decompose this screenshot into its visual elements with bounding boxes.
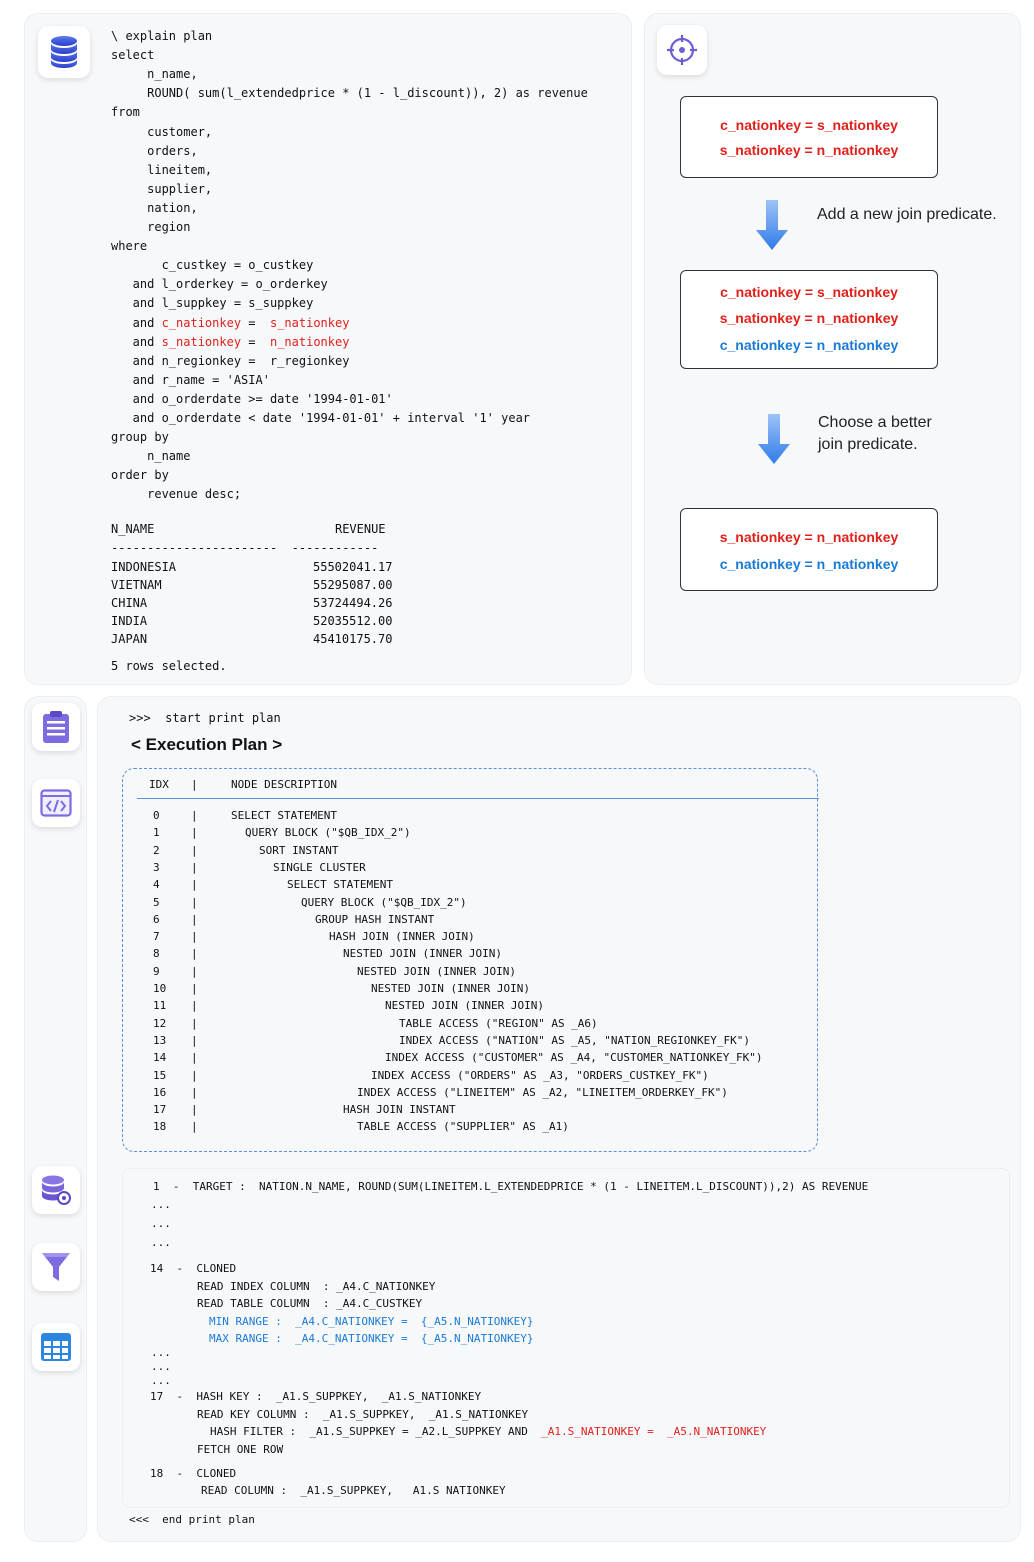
header-idx: IDX bbox=[149, 778, 169, 791]
sql-line: revenue desc; bbox=[111, 487, 242, 502]
target-line-18a: READ COLUMN : _A1.S_SUPPKEY, A1.S NATIONKEY bbox=[201, 1484, 506, 1497]
plan-idx: 14 bbox=[153, 1051, 167, 1065]
sql-line: and o_orderdate >= date '1994-01-01' bbox=[111, 391, 393, 406]
target-line-14b: READ TABLE COLUMN : _A4.C_CUSTKEY bbox=[197, 1297, 423, 1310]
sql-line: group by bbox=[111, 430, 169, 445]
step-choose-predicate bbox=[818, 412, 932, 456]
plan-node-description: NESTED JOIN (INNER JOIN) bbox=[343, 947, 502, 961]
plan-node-description: QUERY BLOCK ("$QB_IDX_2") bbox=[245, 826, 411, 840]
join-column-right: n_nationkey bbox=[269, 334, 350, 349]
target-line-17b bbox=[210, 1425, 766, 1438]
plan-idx: 16 bbox=[153, 1085, 167, 1099]
target-line-18: 18 - CLONED bbox=[150, 1467, 237, 1480]
plan-node-description: NESTED JOIN (INNER JOIN) bbox=[357, 964, 516, 978]
operator: = bbox=[241, 334, 270, 349]
predicate-2: s_nationkey = n_nationkey bbox=[719, 142, 899, 158]
sql-line: n_name, bbox=[111, 67, 198, 82]
plan-sep: | bbox=[191, 1033, 198, 1047]
join-column-left: c_nationkey bbox=[161, 315, 242, 330]
sql-keyword: and bbox=[111, 315, 162, 330]
crosshair-icon bbox=[666, 34, 698, 66]
plan-node-description: SINGLE CLUSTER bbox=[273, 860, 366, 874]
predicate-3: c_nationkey = n_nationkey bbox=[719, 337, 899, 353]
sql-line-highlight bbox=[111, 316, 349, 330]
target-line-14c: MIN RANGE : _A4.C_NATIONKEY = {_A5.N_NATIONKEY} bbox=[209, 1315, 534, 1328]
plan-sep: | bbox=[191, 982, 198, 995]
plan-node-description: HASH JOIN INSTANT bbox=[343, 1103, 456, 1117]
down-arrow-icon bbox=[756, 414, 792, 466]
table-icon-box[interactable] bbox=[32, 1323, 80, 1371]
ellipsis: ... bbox=[151, 1198, 171, 1211]
plan-sep: | bbox=[191, 964, 198, 978]
filter-icon bbox=[41, 1251, 71, 1283]
predicate-1: s_nationkey = n_nationkey bbox=[719, 529, 899, 545]
plan-sep: | bbox=[191, 1085, 198, 1099]
sql-line: orders, bbox=[111, 143, 198, 158]
plan-node-description: INDEX ACCESS ("CUSTOMER" AS _A4, "CUSTOMER_NATIONKEY_FK") bbox=[385, 1051, 763, 1065]
step-add-predicate: Add a new join predicate. bbox=[817, 206, 997, 223]
plan-idx: 7 bbox=[153, 930, 160, 944]
table-icon bbox=[40, 1332, 72, 1362]
predicate-2: c_nationkey = n_nationkey bbox=[719, 556, 899, 572]
result-nation: JAPAN bbox=[111, 632, 148, 646]
plan-idx: 1 bbox=[153, 826, 160, 840]
plan-end: <<< end print plan bbox=[129, 1513, 255, 1526]
plan-title: < Execution Plan > bbox=[131, 735, 283, 754]
ellipsis: ... bbox=[151, 1217, 171, 1230]
result-nation: VIETNAM bbox=[111, 578, 162, 592]
sql-line: order by bbox=[111, 468, 169, 483]
target-line-17c: FETCH ONE ROW bbox=[197, 1443, 284, 1456]
sql-line: from bbox=[111, 105, 140, 120]
target-line-14a: READ INDEX COLUMN : _A4.C_NATIONKEY bbox=[197, 1280, 436, 1293]
predicate-card-added bbox=[680, 270, 938, 369]
sql-line: \ explain plan bbox=[111, 29, 213, 43]
ellipsis: ... bbox=[151, 1236, 171, 1249]
header-sep: | bbox=[191, 778, 198, 791]
clipboard-icon-box[interactable] bbox=[32, 703, 80, 751]
plan-node-description: HASH JOIN (INNER JOIN) bbox=[329, 930, 475, 944]
plan-idx: 12 bbox=[153, 1016, 167, 1030]
code-window-icon bbox=[40, 789, 72, 817]
plan-sep: | bbox=[191, 1068, 198, 1082]
target-details bbox=[122, 1168, 1010, 1508]
sql-keyword: and bbox=[111, 334, 162, 349]
plan-node-description: NESTED JOIN (INNER JOIN) bbox=[385, 999, 544, 1013]
predicate-1: c_nationkey = s_nationkey bbox=[720, 284, 898, 300]
plan-idx: 13 bbox=[153, 1033, 167, 1047]
sql-line: supplier, bbox=[111, 181, 213, 196]
plan-node-description: SELECT STATEMENT bbox=[287, 878, 393, 892]
operator: = bbox=[241, 315, 270, 330]
plan-node-description: INDEX ACCESS ("NATION" AS _A5, "NATION_REGIONKEY_FK") bbox=[399, 1033, 750, 1047]
plan-idx: 0 bbox=[153, 809, 160, 822]
plan-node-description: INDEX ACCESS ("LINEITEM" AS _A2, "LINEITEM_ORDERKEY_FK") bbox=[357, 1085, 728, 1099]
plan-sep: | bbox=[191, 895, 198, 909]
sql-query bbox=[111, 29, 621, 509]
database-icon-box[interactable] bbox=[38, 26, 90, 78]
predicate-card-chosen bbox=[680, 508, 938, 591]
target-line-14: 14 - CLONED bbox=[150, 1262, 237, 1275]
clipboard-icon bbox=[41, 710, 71, 744]
sql-line: and r_name = 'ASIA' bbox=[111, 372, 270, 387]
sql-line: lineitem, bbox=[111, 162, 213, 177]
target-line-1: 1 - TARGET : NATION.N_NAME, ROUND(SUM(LINEITEM.L_EXTENDEDPRICE * (1 - LINEITEM.L_DISCOUNT)),2) AS REVENUE bbox=[153, 1180, 869, 1193]
plan-sep: | bbox=[191, 1016, 198, 1030]
result-nation: CHINA bbox=[111, 596, 148, 610]
plan-start: >>> start print plan bbox=[129, 711, 281, 725]
plan-node-description: TABLE ACCESS ("SUPPLIER" AS _A1) bbox=[357, 1120, 569, 1134]
plan-sep: | bbox=[191, 860, 198, 874]
ellipsis: ... bbox=[151, 1346, 171, 1359]
plan-sep: | bbox=[191, 930, 198, 944]
predicate-2: s_nationkey = n_nationkey bbox=[719, 310, 899, 326]
sql-line: where bbox=[111, 239, 148, 254]
plan-idx: 3 bbox=[153, 860, 160, 874]
plan-sep: | bbox=[191, 1051, 198, 1065]
ellipsis: ... bbox=[151, 1374, 171, 1387]
result-footer: 5 rows selected. bbox=[111, 659, 227, 673]
result-revenue: 55502041.17 bbox=[313, 560, 393, 574]
header-node-description: NODE DESCRIPTION bbox=[231, 778, 337, 791]
predicate-1: c_nationkey = s_nationkey bbox=[720, 117, 898, 133]
code-icon-box[interactable] bbox=[32, 779, 80, 827]
step-choose-line-1: Choose a better bbox=[818, 414, 932, 431]
step-choose-line-2: join predicate. bbox=[818, 436, 918, 453]
plan-sep: | bbox=[191, 1103, 198, 1117]
sql-line: and l_suppkey = s_suppkey bbox=[111, 296, 314, 311]
execution-plan-table bbox=[122, 768, 818, 1152]
down-arrow-icon bbox=[754, 200, 790, 252]
sql-line: nation, bbox=[111, 200, 198, 215]
filter-icon-box[interactable] bbox=[32, 1243, 80, 1291]
result-revenue: 52035512.00 bbox=[313, 614, 393, 628]
sql-line: and o_orderdate < date '1994-01-01' + interval '1' year bbox=[111, 411, 531, 425]
result-divider: ----------------------- ------------ bbox=[111, 541, 379, 555]
target-line-17a: READ KEY COLUMN : _A1.S_SUPPKEY, _A1.S_NATIONKEY bbox=[197, 1408, 529, 1421]
database-settings-icon bbox=[40, 1174, 72, 1206]
plan-sep: | bbox=[191, 809, 198, 822]
header-divider bbox=[137, 798, 819, 799]
join-column-left: s_nationkey bbox=[161, 334, 242, 349]
result-revenue: 45410175.70 bbox=[313, 632, 393, 646]
plan-sep: | bbox=[191, 947, 198, 961]
result-table bbox=[111, 522, 411, 682]
result-revenue: 53724494.26 bbox=[313, 596, 393, 610]
sql-line: and l_orderkey = o_orderkey bbox=[111, 277, 328, 292]
join-column-right: s_nationkey bbox=[269, 315, 350, 330]
plan-sep: | bbox=[191, 999, 198, 1013]
database-settings-icon-box[interactable] bbox=[32, 1166, 80, 1214]
sql-line: ROUND( sum(l_extendedprice * (1 - l_discount)), 2) as revenue bbox=[111, 86, 588, 101]
target-icon-box[interactable] bbox=[657, 25, 707, 75]
plan-node-description: SORT INSTANT bbox=[259, 843, 339, 857]
plan-idx: 10 bbox=[153, 982, 167, 995]
sql-line: and n_regionkey = r_regionkey bbox=[111, 353, 350, 368]
plan-node-description: TABLE ACCESS ("REGION" AS _A6) bbox=[399, 1016, 598, 1030]
plan-node-description: NESTED JOIN (INNER JOIN) bbox=[371, 982, 530, 995]
plan-node-description: QUERY BLOCK ("$QB_IDX_2") bbox=[301, 895, 467, 909]
ellipsis: ... bbox=[151, 1360, 171, 1373]
result-nation: INDONESIA bbox=[111, 560, 177, 574]
sql-line: region bbox=[111, 220, 191, 234]
plan-sep: | bbox=[191, 878, 198, 892]
sql-line: select bbox=[111, 48, 155, 63]
predicate-card-original bbox=[680, 96, 938, 178]
target-line-14d: MAX RANGE : _A4.C_NATIONKEY = {_A5.N_NATIONKEY} bbox=[209, 1332, 534, 1345]
plan-idx: 11 bbox=[153, 999, 167, 1013]
plan-sep: | bbox=[191, 826, 198, 840]
result-revenue: 55295087.00 bbox=[313, 578, 393, 592]
plan-idx: 18 bbox=[153, 1120, 167, 1134]
sql-line: customer, bbox=[111, 124, 213, 139]
sql-line: n_name bbox=[111, 449, 191, 464]
plan-node-description: INDEX ACCESS ("ORDERS" AS _A3, "ORDERS_CUSTKEY_FK") bbox=[371, 1068, 709, 1082]
result-header: N_NAME REVENUE bbox=[111, 522, 386, 536]
plan-sep: | bbox=[191, 843, 198, 857]
target-line-17: 17 - HASH KEY : _A1.S_SUPPKEY, _A1.S_NATIONKEY bbox=[150, 1390, 482, 1403]
result-nation: INDIA bbox=[111, 614, 148, 628]
hash-filter-red: _A1.S_NATIONKEY = _A5.N_NATIONKEY bbox=[541, 1425, 767, 1438]
plan-idx: 5 bbox=[153, 895, 160, 909]
plan-sep: | bbox=[191, 912, 198, 926]
plan-sep: | bbox=[191, 1120, 198, 1134]
database-icon bbox=[49, 35, 79, 69]
plan-node-description: SELECT STATEMENT bbox=[231, 809, 337, 822]
plan-idx: 2 bbox=[153, 843, 160, 857]
plan-idx: 8 bbox=[153, 947, 160, 961]
plan-idx: 6 bbox=[153, 912, 160, 926]
plan-idx: 17 bbox=[153, 1103, 167, 1117]
plan-idx: 15 bbox=[153, 1068, 167, 1082]
sql-line: c_custkey = o_custkey bbox=[111, 258, 314, 273]
plan-node-description: GROUP HASH INSTANT bbox=[315, 912, 435, 926]
plan-idx: 4 bbox=[153, 878, 160, 892]
sql-line-highlight bbox=[111, 335, 349, 349]
plan-idx: 9 bbox=[153, 964, 160, 978]
hash-filter-text: HASH FILTER : _A1.S_SUPPKEY = _A2.L_SUPPKEY AND bbox=[210, 1425, 542, 1438]
